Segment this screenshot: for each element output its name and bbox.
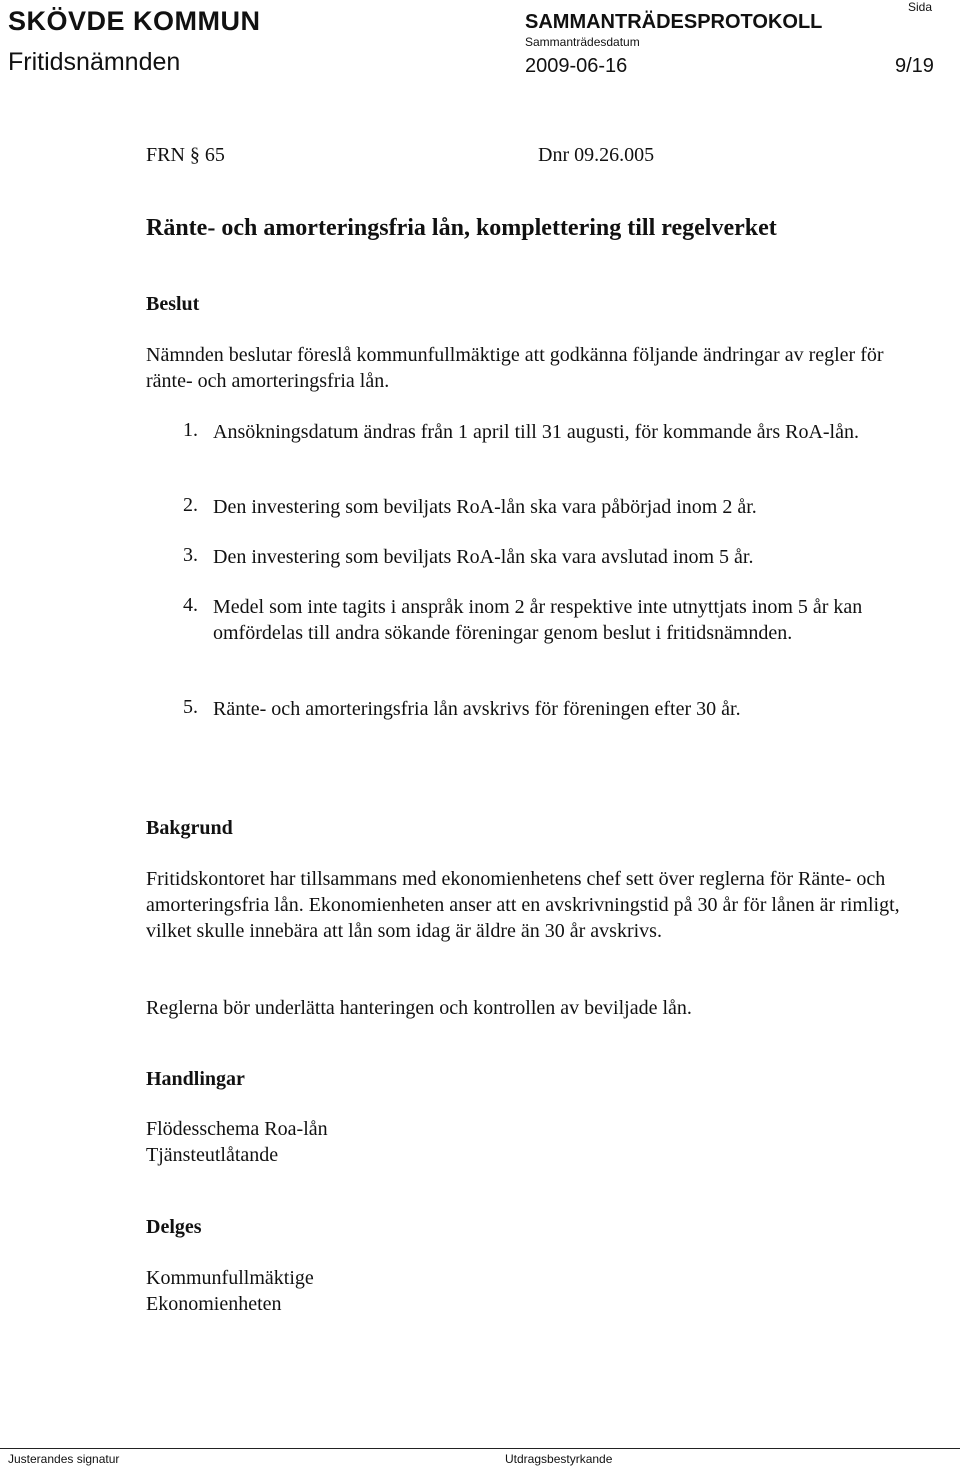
certification-label: Utdragsbestyrkande xyxy=(505,1452,613,1466)
handlingar-heading: Handlingar xyxy=(146,1068,245,1090)
beslut-heading: Beslut xyxy=(146,293,200,315)
list-item-number: 2. xyxy=(183,494,198,516)
bakgrund-paragraph: Fritidskontoret har tillsammans med ekonomienhetens chef sett över reglerna för Ränte- och amorteringsfria lån. Ekonomienheten anser att en avskrivningstid på 30 år för lånen är rimligt, vilket skulle innebära att lån som idag är äldre än 30 år avskrivs. xyxy=(146,868,900,942)
list-item-text: Ränte- och amorteringsfria lån avskrivs för föreningen efter 30 år. xyxy=(213,698,741,720)
page-number: 9/19 xyxy=(895,55,934,77)
municipality-logo: SKÖVDE KOMMUN xyxy=(8,6,261,36)
delges-item: Ekonomienheten xyxy=(146,1293,282,1315)
list-item-text: Den investering som beviljats RoA-lån ska vara avslutad inom 5 år. xyxy=(213,546,754,568)
list-item-text: Ansökningsdatum ändras från 1 april till 31 augusti, för kommande års RoA-lån. xyxy=(213,421,859,443)
meeting-date-label: Sammanträdesdatum xyxy=(525,35,640,49)
list-item-text: Den investering som beviljats RoA-lån ska vara påbörjad inom 2 år. xyxy=(213,496,757,518)
list-item-number: 3. xyxy=(183,544,198,566)
document-title: Ränte- och amorteringsfria lån, komplettering till regelverket xyxy=(146,215,777,241)
case-number: Dnr 09.26.005 xyxy=(538,144,655,166)
bakgrund-paragraph-2: Reglerna bör underlätta hanteringen och kontrollen av beviljade lån. xyxy=(146,997,692,1019)
page-label: Sida xyxy=(908,0,933,14)
list-item-number: 4. xyxy=(183,594,198,616)
paragraph-number: FRN § 65 xyxy=(146,144,225,166)
list-item-text: Medel som inte tagits i anspråk inom 2 år respektive inte utnyttjats inom 5 år kan omfördelas till andra sökande föreningar genom beslut i fritidsnämnden. xyxy=(213,596,863,644)
list-item-number: 5. xyxy=(183,696,198,718)
protocol-title: SAMMANTRÄDESPROTOKOLL xyxy=(525,11,823,33)
handlingar-item: Flödesschema Roa-lån xyxy=(146,1118,328,1140)
delges-heading: Delges xyxy=(146,1216,202,1238)
bakgrund-heading: Bakgrund xyxy=(146,817,233,839)
list-item-number: 1. xyxy=(183,419,198,441)
beslut-intro: Nämnden beslutar föreslå kommunfullmäktige att godkänna följande ändringar av regler för ränte- och amorteringsfria lån. xyxy=(146,344,884,392)
handlingar-item: Tjänsteutlåtande xyxy=(146,1144,279,1166)
signature-label: Justerandes signatur xyxy=(8,1452,120,1466)
footer-divider xyxy=(0,1448,960,1449)
committee-name: Fritidsnämnden xyxy=(8,48,181,76)
delges-item: Kommunfullmäktige xyxy=(146,1267,314,1289)
meeting-date: 2009-06-16 xyxy=(525,55,628,77)
